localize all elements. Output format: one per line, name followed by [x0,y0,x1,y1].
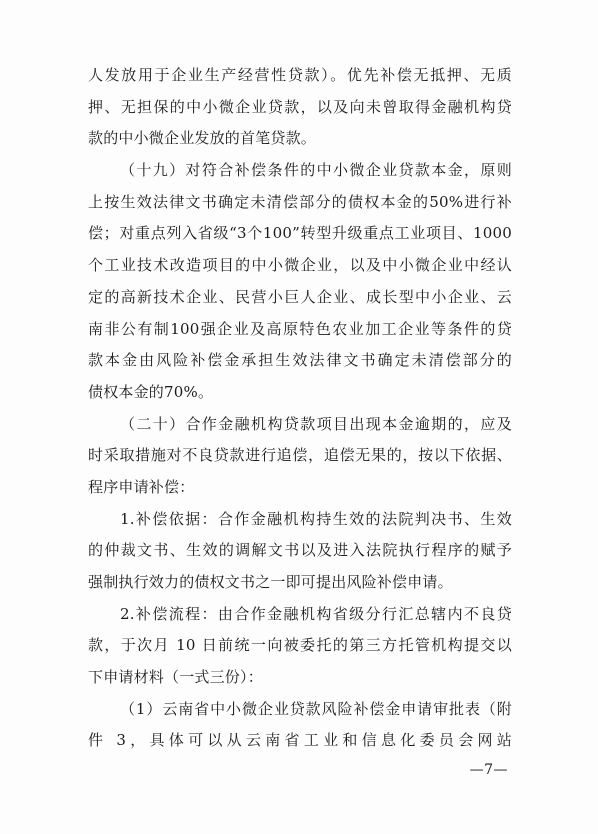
text-line: 件 3，具体可以从云南省工业和信息化委员会网站 [88,731,512,750]
text-line: 的仲裁文书、生效的调解文书以及进入法院执行程序的赋予 [88,541,512,560]
text-line: 1.补偿依据：合作金融机构持生效的法院判决书、生效 [120,509,512,528]
text-line: 定的高新技术企业、民营小巨人企业、成长型中小企业、云 [88,287,512,306]
text-line: 款，于次月 10 日前统一向被委托的第三方托管机构提交以 [88,636,512,655]
text-line: （十九）对符合补偿条件的中小微企业贷款本金，原则 [120,161,512,180]
text-line: 南非公有制100强企业及高原特色农业加工企业等条件的贷 [88,319,512,338]
text-line: 人发放用于企业生产经营性贷款）。优先补偿无抵押、无质 [88,66,512,84]
text-line: （二十）合作金融机构贷款项目出现本金逾期的，应及 [120,414,512,433]
text-line: 下申请材料（一式三份）： [88,668,263,687]
text-line: 款本金由风险补偿金承担生效法律文书确定未清偿部分的 [88,351,512,370]
text-line: 债权本金的70%。 [88,382,214,401]
text-line: 程序申请补偿： [88,477,195,496]
text-line: 个工业技术改造项目的中小微企业，以及中小微企业中经认 [88,256,512,275]
page-number: —7— [469,762,508,778]
body-text [88,60,512,757]
text-line: 强制执行效力的债权文书之一即可提出风险补偿申请。 [88,573,453,591]
text-line: 时采取措施对不良贷款进行追偿，追偿无果的，按以下依据、 [88,446,512,465]
text-line: 押、无担保的中小微企业贷款，以及向未曾取得金融机构贷 [88,97,512,116]
text-line: 上按生效法律文书确定未清偿部分的债权本金的50%进行补 [88,192,512,211]
text-line: 偿；对重点列入省级“3个100”转型升级重点工业项目、1000 [88,224,512,243]
text-line: 款的中小微企业发放的首笔贷款。 [88,129,317,148]
text-line: （1）云南省中小微企业贷款风险补偿金申请审批表（附 [120,699,512,718]
text-line: 2.补偿流程：由合作金融机构省级分行汇总辖内不良贷 [120,604,512,623]
